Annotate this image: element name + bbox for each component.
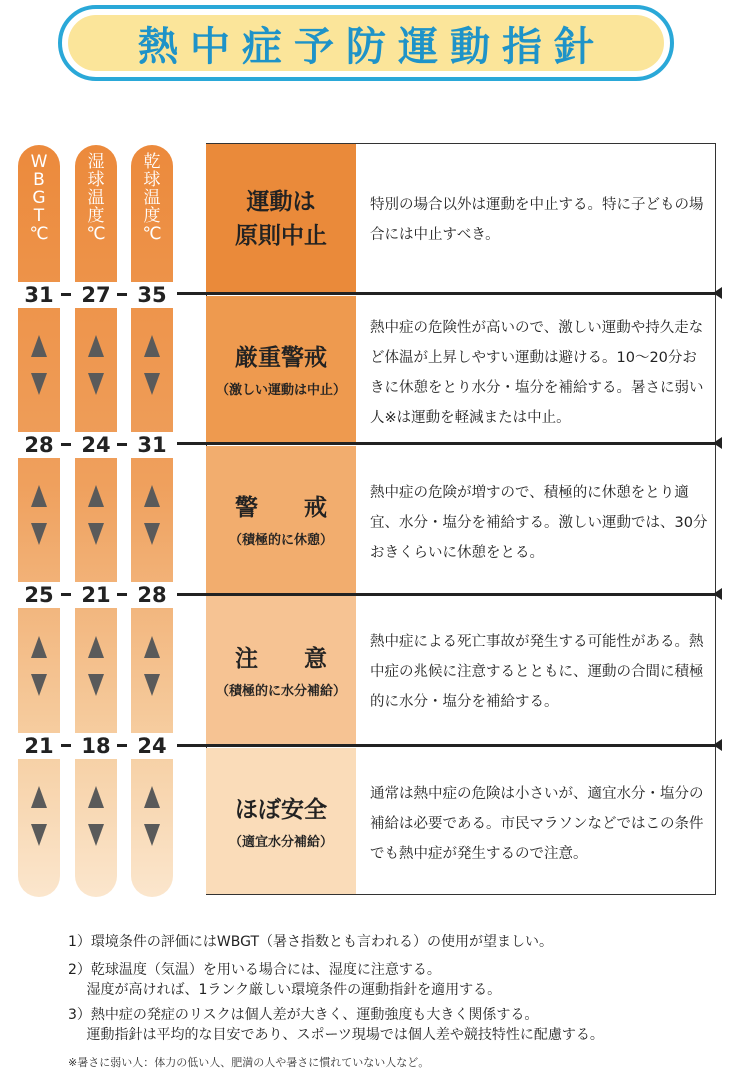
note-line: 湿度が高ければ、1ランク厳しい環境条件の運動指針を適用する。	[68, 982, 502, 998]
arrowhead-left-icon	[713, 287, 722, 299]
scale-label-char: 度	[87, 206, 105, 226]
arrow-up-icon	[31, 485, 47, 507]
arrow-up-icon	[144, 636, 160, 658]
wet-bulb-threshold: 24	[71, 432, 121, 458]
scale-label-char: T	[33, 206, 45, 226]
wbgt-threshold: 31	[14, 282, 64, 308]
arrow-down-icon	[88, 824, 104, 846]
scale-label-char: 球	[87, 170, 105, 190]
arrow-down-icon	[144, 674, 160, 696]
note-2	[68, 960, 501, 1000]
scale-label-char: G	[32, 188, 46, 208]
level-cell-warning	[206, 446, 356, 593]
note-line: 3）熱中症の発症のリスクは個人差が大きく、運動強度も大きく関係する。	[68, 1007, 539, 1023]
arrow-down-icon	[144, 523, 160, 545]
scale-label-char: W	[30, 152, 48, 172]
scale-label-char: ℃	[86, 224, 106, 244]
arrow-up-icon	[31, 335, 47, 357]
arrow-down-icon	[31, 523, 47, 545]
scale-label-char: 乾	[143, 152, 161, 172]
arrow-up-icon	[144, 485, 160, 507]
threshold-line	[170, 292, 720, 295]
footnote: ※暑さに弱い人：体力の低い人、肥満の人や暑さに慣れていない人など。	[68, 1056, 430, 1069]
note-1	[68, 932, 553, 952]
wet-bulb-scale-pill	[75, 145, 117, 897]
arrow-up-icon	[31, 786, 47, 808]
dry-bulb-threshold: 35	[127, 282, 177, 308]
level-title: 警 戒	[235, 495, 327, 521]
level-description: 特別の場合以外は運動を中止する。特に子どもの場合には中止すべき。	[370, 197, 704, 243]
level-description: 熱中症による死亡事故が発生する可能性がある。熱中症の兆候に注意するとともに、運動の合間に積極的に水分・塩分を補給する。	[370, 634, 704, 710]
threshold-line	[170, 593, 720, 596]
scale-label-char: 温	[143, 188, 161, 208]
note-line: 1）環境条件の評価にはWBGT（暑さ指数とも言われる）の使用が望ましい。	[68, 934, 554, 950]
level-subtitle: （適宜水分補給）	[228, 834, 333, 850]
wbgt-threshold: 25	[14, 582, 64, 608]
arrow-up-icon	[88, 485, 104, 507]
wbgt-threshold: 21	[14, 733, 64, 759]
dry-bulb-threshold: 24	[127, 733, 177, 759]
level-cell-severe-warning	[206, 296, 356, 443]
level-description: 熱中症の危険が増すので、積極的に休憩をとり適宜、水分・塩分を補給する。激しい運動では、30分おきくらいに休憩をとる。	[370, 485, 708, 561]
arrow-up-icon	[144, 335, 160, 357]
wbgt-scale-label	[18, 153, 60, 243]
scale-label-char: ℃	[142, 224, 162, 244]
level-title: 原則中止	[235, 222, 327, 249]
arrow-down-icon	[88, 674, 104, 696]
note-3	[68, 1005, 604, 1045]
arrow-down-icon	[144, 373, 160, 395]
arrow-down-icon	[88, 373, 104, 395]
scale-label-char: 球	[143, 170, 161, 190]
level-subtitle: （激しい運動は中止）	[215, 383, 346, 398]
level-title: 厳重警戒	[235, 345, 327, 371]
title-banner-inner	[68, 15, 664, 71]
arrow-up-icon	[88, 786, 104, 808]
wet-bulb-threshold: 21	[71, 582, 121, 608]
arrow-up-icon	[88, 335, 104, 357]
arrow-up-icon	[88, 636, 104, 658]
dry-bulb-scale-pill	[131, 145, 173, 897]
level-title: 注 意	[235, 646, 327, 672]
scale-label-char: 温	[87, 188, 105, 208]
wbgt-scale-pill	[18, 145, 60, 897]
scale-label-char: 度	[143, 206, 161, 226]
page-title: 熱中症予防運動指針	[138, 23, 606, 70]
scale-label-char: B	[33, 170, 45, 190]
arrow-down-icon	[31, 373, 47, 395]
level-cell-stop	[206, 144, 356, 293]
arrow-up-icon	[144, 786, 160, 808]
wet-bulb-threshold: 27	[71, 282, 121, 308]
level-description: 熱中症の危険性が高いので、激しい運動や持久走など体温が上昇しやすい運動は避ける。10〜20分おきに休憩をとり水分・塩分を補給する。暑さに弱い人※は運動を軽減または中止。	[370, 320, 704, 426]
level-title: 運動は	[246, 188, 316, 215]
dry-bulb-threshold: 28	[127, 582, 177, 608]
level-subtitle: （積極的に水分補給）	[215, 684, 346, 699]
level-title: ほぼ安全	[235, 796, 327, 823]
level-cell-safe	[206, 748, 356, 894]
arrow-up-icon	[31, 636, 47, 658]
scale-label-char: ℃	[29, 224, 49, 244]
threshold-line	[170, 744, 720, 747]
level-subtitle: （積極的に休憩）	[228, 533, 333, 548]
title-banner	[58, 5, 674, 81]
wet-bulb-scale-label	[75, 153, 117, 243]
wet-bulb-threshold: 18	[71, 733, 121, 759]
scale-label-char: 湿	[87, 152, 105, 172]
note-line: 2）乾球温度（気温）を用いる場合には、湿度に注意する。	[68, 962, 441, 978]
arrowhead-left-icon	[713, 437, 722, 449]
arrowhead-left-icon	[713, 588, 722, 600]
arrow-down-icon	[31, 824, 47, 846]
arrow-down-icon	[88, 523, 104, 545]
dry-bulb-scale-label	[131, 153, 173, 243]
threshold-line	[170, 442, 720, 445]
note-line: 運動指針は平均的な目安であり、スポーツ現場では個人差や競技特性に配慮する。	[68, 1027, 604, 1043]
arrowhead-left-icon	[713, 739, 722, 751]
arrow-down-icon	[144, 824, 160, 846]
wbgt-threshold: 28	[14, 432, 64, 458]
arrow-down-icon	[31, 674, 47, 696]
dry-bulb-threshold: 31	[127, 432, 177, 458]
level-description: 通常は熱中症の危険は小さいが、適宜水分・塩分の補給は必要である。市民マラソンなどではこの条件でも熱中症が発生するので注意。	[370, 786, 704, 862]
level-cell-caution	[206, 596, 356, 745]
